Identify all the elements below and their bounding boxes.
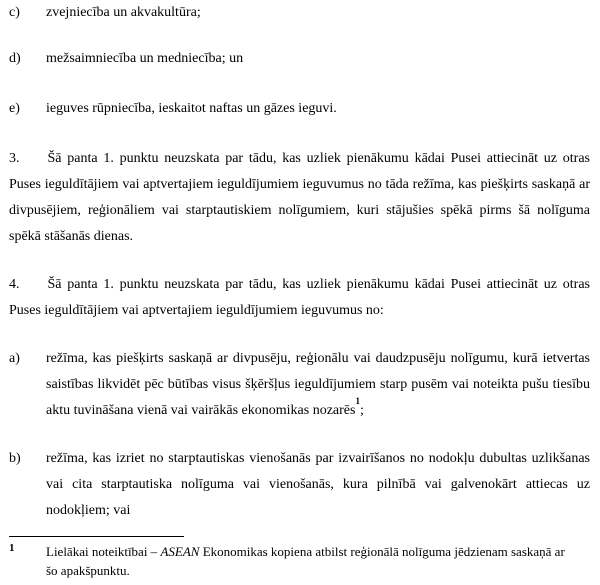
footnote-text-before: Lielākai noteiktībai – xyxy=(46,544,161,559)
paragraph-4-text: Šā panta 1. punktu neuzskata par tādu, kas uzliek pienākumu kādai Pusei attiecināt uz otras Puses ieguldītājiem vai aptvertajiem ieguldījumiem ieguvumus no: xyxy=(9,277,590,318)
footnote-text xyxy=(46,542,566,580)
footnote-text-italic: ASEAN xyxy=(160,544,200,559)
item-e-label: e) xyxy=(9,101,20,116)
footnote-ref[interactable]: 1 xyxy=(355,396,360,407)
item-c-text: zvejniecība un akvakultūra; xyxy=(46,5,201,20)
paragraph-3-number: 3. xyxy=(9,151,20,166)
item-d-label: d) xyxy=(9,51,21,66)
paragraph-4 xyxy=(9,272,590,324)
item-b-text: režīma, kas izriet no starptautiskas vienošanās par izvairīšanos no nodokļu dubultas uzlikšanas vai cita starptautiska nolīguma vai vienošanās, kura pilnībā vai galvenokārt attiecas uz nodokļiem; vai xyxy=(46,451,590,518)
footnote-text-after: Ekonomikas kopiena atbilst reģionālā nolīguma jēdzienam saskaņā ar šo apakšpunktu. xyxy=(46,544,565,578)
item-b-label: b) xyxy=(9,451,21,466)
item-c-label: c) xyxy=(9,5,20,20)
paragraph-4-number: 4. xyxy=(9,277,20,292)
item-a-tail: ; xyxy=(359,403,364,418)
item-a-text xyxy=(46,346,590,424)
item-a-label: a) xyxy=(9,351,20,366)
paragraph-3-text: Šā panta 1. punktu neuzskata par tādu, kas uzliek pienākumu kādai Pusei attiecināt uz otras Puses ieguldītājiem vai aptvertajiem ieguldījumiem ieguvumus no tāda režīma, kas piešķirts saskaņā ar divpusējiem, reģionāliem vai starptautiskiem nolīgumiem, kuri stājušies spēkā pirms šā nolīguma spēkā stāšanās dienas. xyxy=(9,151,590,244)
footnote-number: 1 xyxy=(9,542,15,554)
paragraph-3 xyxy=(9,146,590,250)
item-e-text: ieguves rūpniecība, ieskaitot naftas un gāzes ieguvi. xyxy=(46,101,337,116)
item-d-text: mežsaimniecība un medniecība; un xyxy=(46,51,244,66)
footnote-separator xyxy=(9,536,184,537)
item-a-body: režīma, kas piešķirts saskaņā ar divpusēju, reģionālu vai daudzpusēju nolīgumu, kurā ietvertas saistības likvidēt pēc būtības visus šķēršļus ieguldījumiem starp pusēm vai noteikta pušu tiesību aktu tuvināšana vienā vai vairākās ekonomikas nozarēs xyxy=(46,351,590,418)
